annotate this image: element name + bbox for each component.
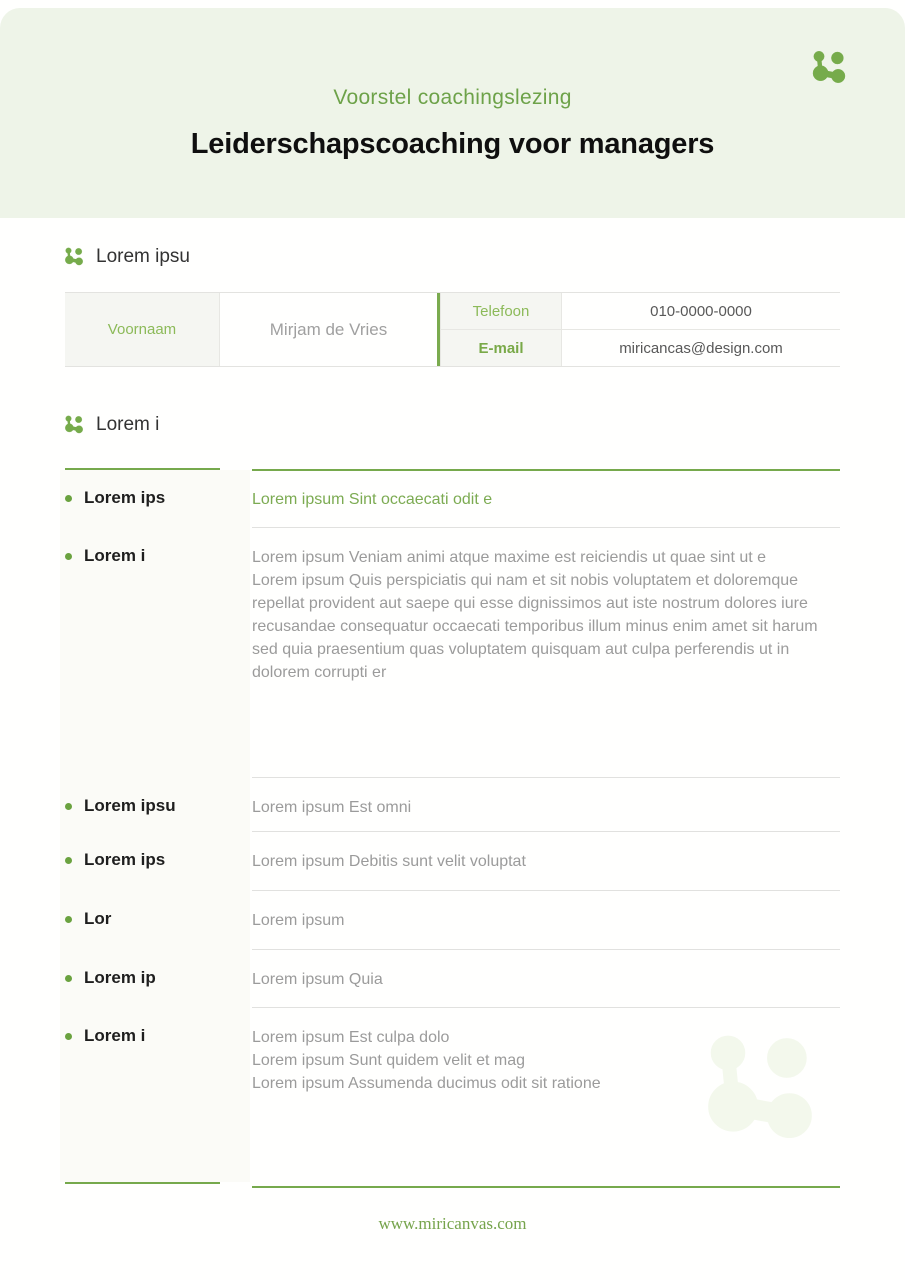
item-value: [252, 528, 840, 778]
bullet-icon: [65, 1033, 72, 1040]
divider-line: [252, 1186, 840, 1188]
list-item: [65, 470, 840, 528]
miricanvas-logo-icon: [809, 48, 849, 88]
molecule-bullet-icon: [63, 414, 85, 436]
bullet-icon: [65, 975, 72, 982]
paragraph-line: Lorem ipsum Sunt quidem velit et mag: [252, 1052, 526, 1069]
list-item: [65, 778, 840, 832]
list-item: [65, 891, 840, 950]
list-item: [65, 528, 840, 778]
list-item: [65, 1008, 840, 1182]
page-title: Leiderschapscoaching voor managers: [190, 128, 715, 160]
footer-url: www.miricanvas.com: [378, 1214, 527, 1233]
divider-line: [65, 1182, 220, 1184]
phone-label: Telefoon: [440, 293, 562, 330]
molecule-bullet-icon: [63, 246, 85, 268]
name-label: Voornaam: [65, 293, 220, 366]
document-subtitle: Voorstel coachingslezing: [333, 86, 572, 109]
details-list: [65, 470, 840, 1182]
email-label: E-mail: [440, 330, 562, 366]
name-value: Mirjam de Vries: [269, 319, 388, 339]
item-value: Lorem ipsum Est omni: [252, 778, 840, 832]
email-value: miricancas@design.com: [619, 339, 783, 357]
bullet-icon: [65, 495, 72, 502]
item-value: Lorem ipsum Debitis sunt velit voluptat: [252, 832, 840, 891]
item-label: Lorem ips: [84, 488, 166, 507]
list-item: [65, 832, 840, 891]
item-label: Lorem i: [84, 1026, 146, 1045]
list-item: [65, 950, 840, 1008]
item-label: Lorem ipsu: [84, 796, 176, 815]
paragraph-line: Lorem ipsum Assumenda ducimus odit sit ratione: [252, 1075, 601, 1092]
contact-table: [65, 292, 840, 367]
item-value: Lorem ipsum Sint occaecati odit e: [252, 470, 840, 528]
item-value: Lorem ipsum: [252, 891, 840, 950]
paragraph-text: Lorem ipsum Quis perspiciatis qui nam et sit nobis voluptatem et doloremque repellat provident aut saepe qui esse dignissimos aut iste nostrum dolores iure recusandae consequatur occaecati temporibus illum minus enim amet sit harum sed quia praesentium quas voluptatem quisquam aut culpa perferendis ut in dolorem corrupti er: [252, 572, 818, 681]
bullet-icon: [65, 553, 72, 560]
section-contact-header: [63, 246, 190, 268]
phone-value: 010-0000-0000: [562, 293, 840, 330]
section-contact-title: Lorem ipsu: [96, 246, 190, 267]
section-details-title: Lorem i: [96, 414, 160, 435]
item-label: Lorem ips: [84, 850, 166, 869]
item-value: [252, 1008, 840, 1182]
paragraph-line: Lorem ipsum Veniam animi atque maxime est reiciendis ut quae sint ut e: [252, 549, 767, 566]
item-label: Lor: [84, 909, 112, 928]
item-value: Lorem ipsum Quia: [252, 950, 840, 1008]
bullet-icon: [65, 803, 72, 810]
paragraph-line: Lorem ipsum Est culpa dolo: [252, 1029, 450, 1046]
section-details-header: [63, 414, 159, 436]
item-label: Lorem i: [84, 546, 146, 565]
item-label: Lorem ip: [84, 968, 156, 987]
page-header: [0, 8, 905, 218]
bullet-icon: [65, 857, 72, 864]
bullet-icon: [65, 916, 72, 923]
